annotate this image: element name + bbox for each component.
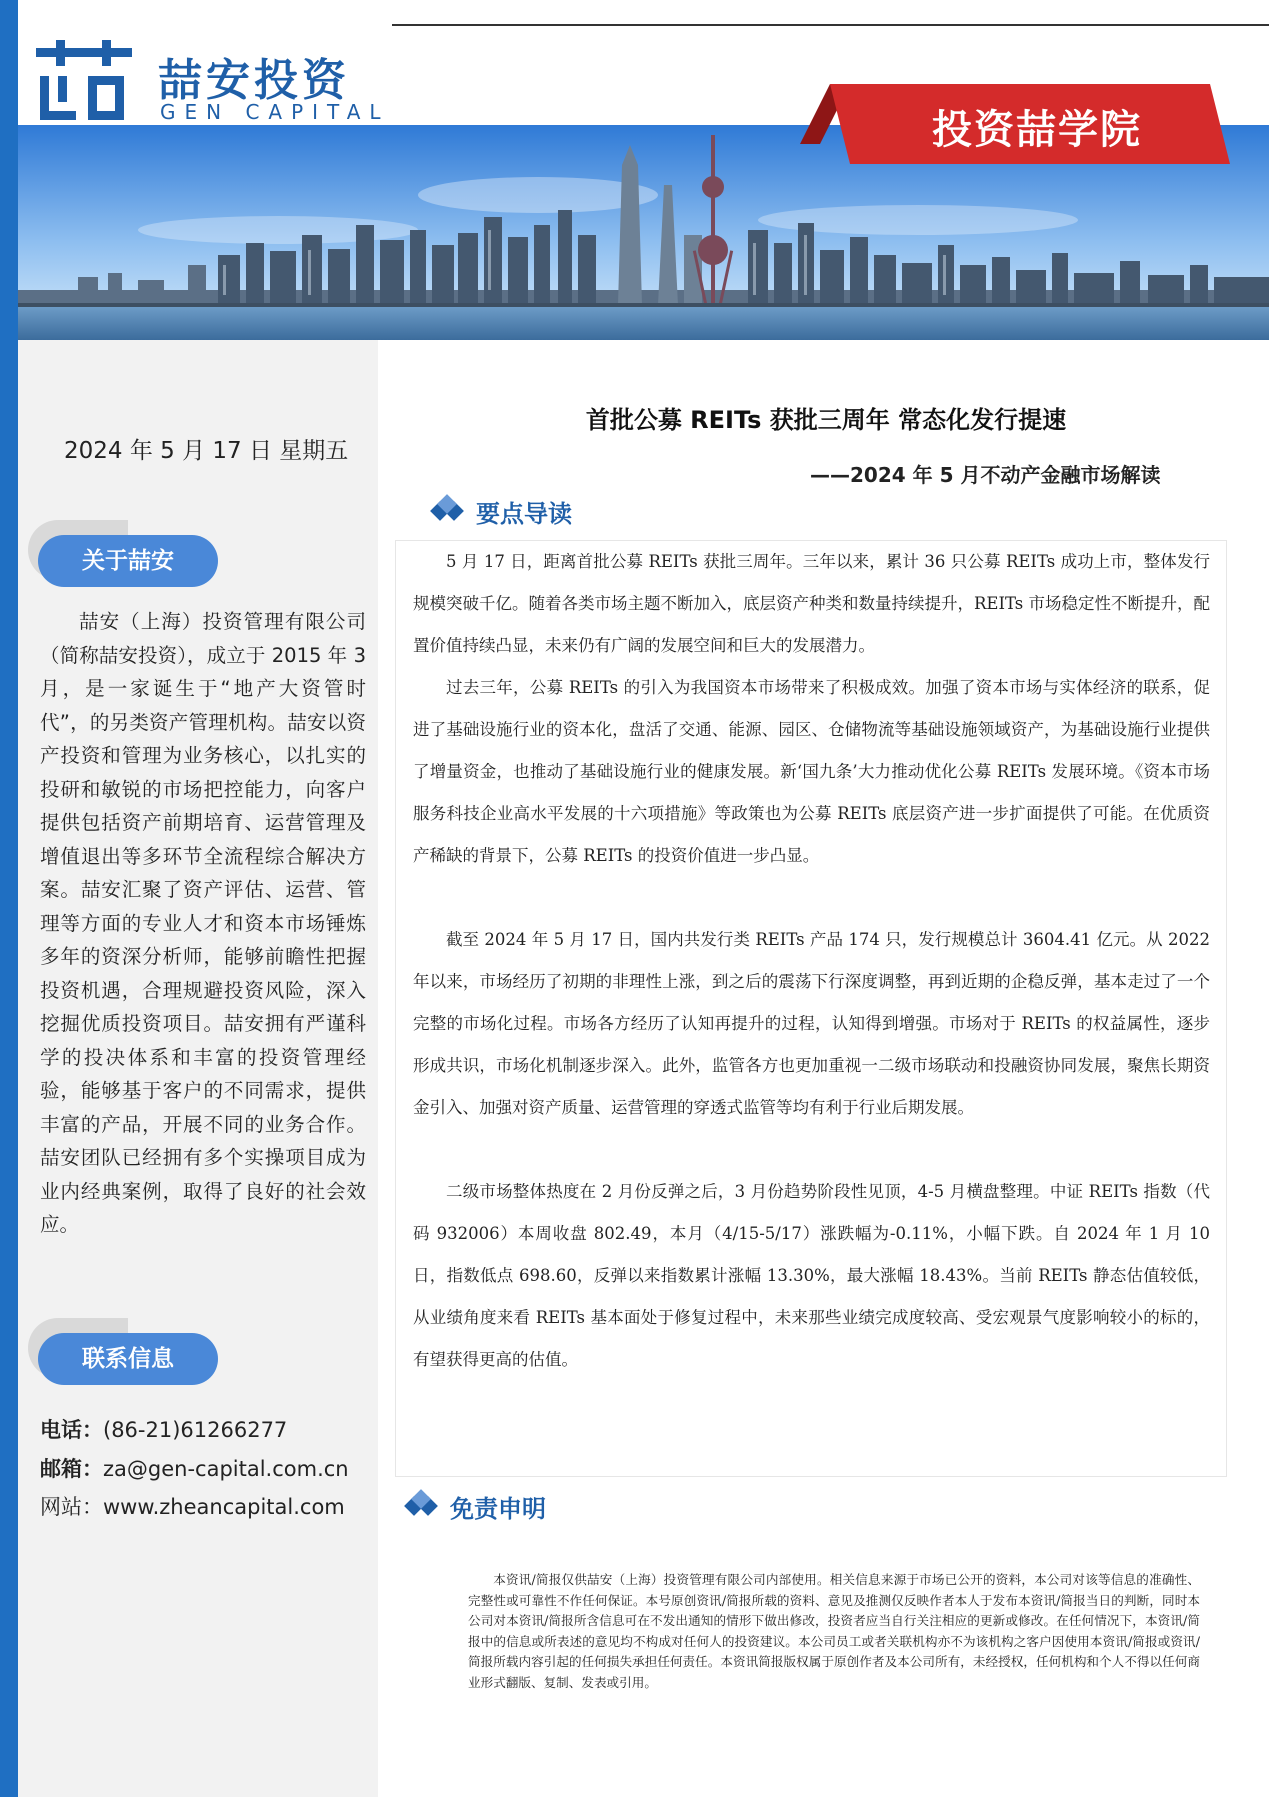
web-label: 网站： [40, 1495, 103, 1519]
phone-value[interactable]: (86-21)61266277 [103, 1418, 288, 1442]
paragraph: 过去三年，公募 REITs 的引入为我国资本市场带来了积极成效。加强了资本市场与实体经济的联系，促进了基础设施行业的资本化，盘活了交通、能源、园区、仓储物流等基础设施领域资产，为基础设施行业提供了增量资金，也推动了基础设施行业的健康发展。新‘国九条’大力推动优化公募 REITs 发展环境。《资本市场服务科技企业高水平发展的十六项措施》等政策也为公募 REITs 底层资产进一步扩面提供了可能。在优质资产稀缺的背景下，公募 REITs 的投资价值进一步凸显。 [413, 678, 1210, 865]
diamond-icon [428, 493, 468, 529]
left-accent-bar [0, 0, 18, 1797]
disclaimer-text: 本资讯/简报仅供喆安（上海）投资管理有限公司内部使用。相关信息来源于市场已公开的资料，本公司对该等信息的准确性、完整性或可靠性不作任何保证。本号原创资讯/简报所载的资料、意见及推测仅反映作者本人于发布本资讯/简报当日的判断，同时本公司对本资讯/简报所含信息可在不发出通知的情形下做出修改，投资者应当自行关注相应的更新或修改。在任何情况下，本资讯/简报中的信息或所表述的意见均不构成对任何人的投资建议。本公司员工或者关联机构亦不为该机构之客户因使用本资讯/简报或资讯/简报所载内容引起的任何损失承担任何责任。本资讯简报版权属于原创作者及本公司所有，未经授权，任何机构和个人不得以任何商业形式翻版、复制、发表或引用。 [468, 1572, 1200, 1690]
contact-email [40, 1453, 349, 1483]
email-label: 邮箱： [40, 1457, 103, 1481]
contact-heading: 联系信息 [38, 1333, 218, 1385]
report-date: 2024 年 5 月 17 日 星期五 [64, 438, 349, 464]
brand-name-en: GEN CAPITAL [160, 100, 390, 124]
about-text: 喆安（上海）投资管理有限公司（简称喆安投资），成立于 2015 年 3 月，是一家诞生于“地产大资管时代”，的另类资产管理机构。喆安以资产投资和管理为业务核心，以扎实的投研和敏锐的市场把控能力，向客户提供包括资产前期培育、运营管理及增值退出等多环节全流程综合解决方案。喆安汇聚了资产评估、运营、管理等方面的专业人才和资本市场锤炼多年的资深分析师，能够前瞻性把握投资机遇，合理规避投资风险，深入挖掘优质投资项目。喆安拥有严谨科学的投决体系和丰富的投资管理经验，能够基于客户的不同需求，提供丰富的产品，开展不同的业务合作。喆安团队已经拥有多个实操项目成为业内经典案例，取得了良好的社会效应。 [40, 610, 366, 1236]
header-rule [392, 24, 1269, 26]
paragraph: 5 月 17 日，距离首批公募 REITs 获批三周年。三年以来，累计 36 只公募 REITs 成功上市，整体发行规模突破千亿。随着各类市场主题不断加入，底层资产种类和数量持续提升，REITs 市场稳定性不断提升，配置价值持续凸显，未来仍有广阔的发展空间和巨大的发展潜力。 [413, 552, 1211, 655]
contact-website [40, 1491, 345, 1521]
section-heading-highlights [428, 493, 572, 529]
section-title: 免责申明 [450, 1494, 546, 1523]
ribbon-title: 投资喆学院 [932, 107, 1142, 153]
website-link[interactable]: www.zheancapital.com [103, 1495, 345, 1519]
phone-label: 电话： [40, 1418, 103, 1442]
section-heading-disclaimer [402, 1488, 546, 1524]
section-title: 要点导读 [476, 499, 572, 528]
company-logo [36, 40, 396, 130]
logo-mark-icon [36, 40, 132, 122]
diamond-icon [402, 1488, 442, 1524]
email-link[interactable]: za@gen-capital.com.cn [103, 1457, 349, 1481]
paragraph: 二级市场整体热度在 2 月份反弹之后，3 月份趋势阶段性见顶，4-5 月横盘整理。中证 REITs 指数（代码 932006）本周收盘 802.49，本月（4/15-5/17）涨跌幅为-0.11%，小幅下跌。自 2024 年 1 月 10 日，指数低点 698.60，反弹以来指数累计涨幅 13.30%，最大涨幅 18.43%。当前 REITs 静态估值较低，从业绩角度来看 REITs 基本面处于修复过程中，未来那些业绩完成度较高、受宏观景气度影响较小的标的，有望获得更高的估值。 [413, 1182, 1210, 1369]
about-heading: 关于喆安 [38, 535, 218, 587]
article-title: 首批公募 REITs 获批三周年 常态化发行提速 [585, 406, 1067, 434]
contact-phone [40, 1414, 287, 1444]
paragraph: 截至 2024 年 5 月 17 日，国内共发行类 REITs 产品 174 只，发行规模总计 3604.41 亿元。从 2022 年以来，市场经历了初期的非理性上涨，到之后的震荡下行深度调整，再到近期的企稳反弹，基本走过了一个完整的市场化过程。市场各方经历了认知再提升的过程，认知得到增强。市场对于 REITs 的权益属性，逐步形成共识，市场化机制逐步深入。此外，监管各方也更加重视一二级市场联动和投融资协同发展，聚焦长期资金引入、加强对资产质量、运营管理的穿透式监管等均有利于行业后期发展。 [413, 930, 1210, 1117]
brand-name-cn: 喆安投资 [158, 55, 350, 106]
article-subtitle: ——2024 年 5 月不动产金融市场解读 [810, 463, 1161, 487]
